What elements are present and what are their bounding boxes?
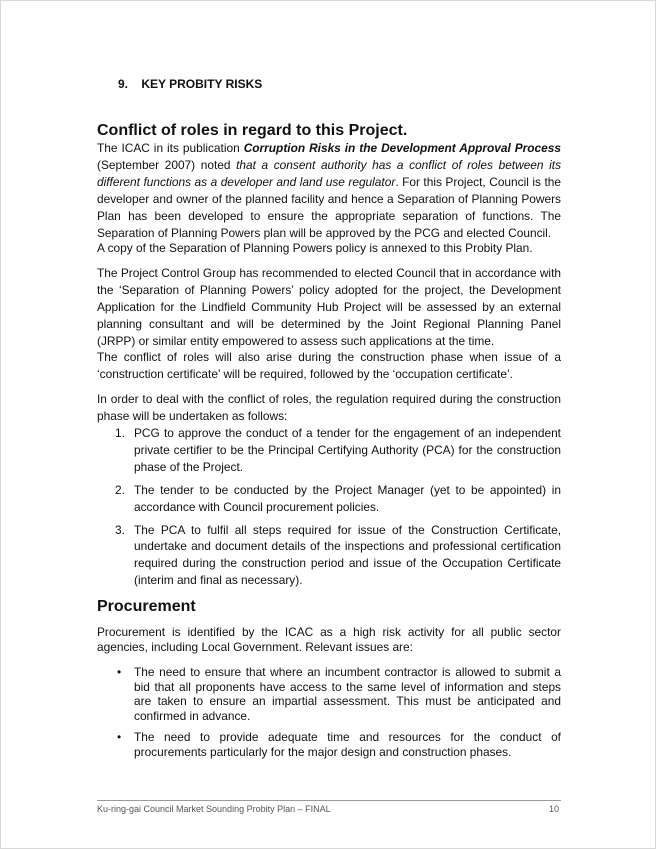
procurement-heading: Procurement	[97, 598, 196, 615]
conflict-paragraph-3: The Project Control Group has recommended to elected Council that in accordance with the ‘Separation of Planning Powers’ policy adopted for the project, the Development Application for the Lindfield Community Hub Project will be assessed by an external planning consultant and will be determined by the Joint Regional Planning Panel (JRPP) or similar entity empowered to assess such applications at the time.	[97, 266, 561, 348]
step-number: 2.	[115, 482, 125, 497]
procurement-paragraph-1: Procurement is identified by the ICAC as a high risk activity for all public sector agencies, including Local Government. Relevant issues are:	[97, 625, 561, 654]
list-item	[97, 425, 561, 476]
step-number: 3.	[115, 522, 125, 537]
step-text: The PCA to fulfil all steps required for issue of the Construction Certificate, undertake and document details of the inspections and professional certification required during the construction period and issue of the Occupation Certificate (interim and final as necessary).	[134, 522, 561, 588]
bullet-icon: •	[117, 665, 122, 679]
conflict-p1-rest: . For this Project, Council is the developer and owner of the planned facility and hence a Separation of Planning Powers Plan has been developed to ensure the appropriate separation of functions. The Separation of Planning Powers plan will be approved by the PCG and elected Council.	[97, 174, 561, 240]
conflict-p1-quote: that a consent authority has a conflict of roles between its different functions as a developer and land use regulator	[97, 157, 562, 189]
list-item	[97, 522, 561, 590]
conflict-paragraph-4: The conflict of roles will also arise during the construction phase when issue of a ‘construction certificate’ will be required, followed by the ‘occupation certificate’.	[97, 350, 561, 381]
section-number: 9.	[118, 77, 129, 91]
step-number: 1.	[115, 426, 125, 440]
list-item	[97, 482, 561, 516]
conflict-heading: Conflict of roles in regard to this Project.	[97, 122, 408, 139]
bullet-icon: •	[117, 730, 122, 745]
section-heading	[118, 77, 262, 91]
procurement-bullets-list	[97, 665, 561, 767]
conflict-paragraph-2: A copy of the Separation of Planning Powers policy is annexed to this Probity Plan.	[97, 241, 533, 255]
footer-page-number: 10	[548, 804, 559, 814]
step-text: The tender to be conducted by the Project Manager (yet to be appointed) in accordance with Council procurement policies.	[134, 482, 561, 514]
footer-divider	[97, 800, 561, 801]
construction-steps-list	[97, 425, 561, 595]
conflict-p1-date: (September 2007) noted	[97, 157, 237, 172]
section-title: KEY PROBITY RISKS	[141, 77, 263, 91]
publication-title: Corruption Risks in the Development Approval Process	[243, 141, 562, 155]
bullet-text: The need to provide adequate time and resources for the conduct of procurements particularly for the major design and construction phases.	[134, 730, 561, 759]
conflict-paragraph-5: In order to deal with the conflict of roles, the regulation required during the construction phase will be undertaken as follows:	[97, 392, 561, 423]
list-item	[97, 665, 561, 723]
bullet-text: The need to ensure that where an incumbent contractor is allowed to submit a bid that all proponents have access to the same level of information and steps are taken to ensure an impartial assessment. This must be anticipated and confirmed in advance.	[134, 665, 561, 723]
footer-document-title: Ku-ring-gai Council Market Sounding Probity Plan – FINAL	[97, 804, 331, 814]
conflict-paragraph-1	[97, 140, 561, 241]
step-text: PCG to approve the conduct of a tender for the engagement of an independent private certifier to be the Principal Certifying Authority (PCA) for the construction phase of the Project.	[134, 426, 561, 474]
conflict-p1-intro: The ICAC in its publication	[97, 141, 244, 155]
list-item	[97, 730, 561, 759]
